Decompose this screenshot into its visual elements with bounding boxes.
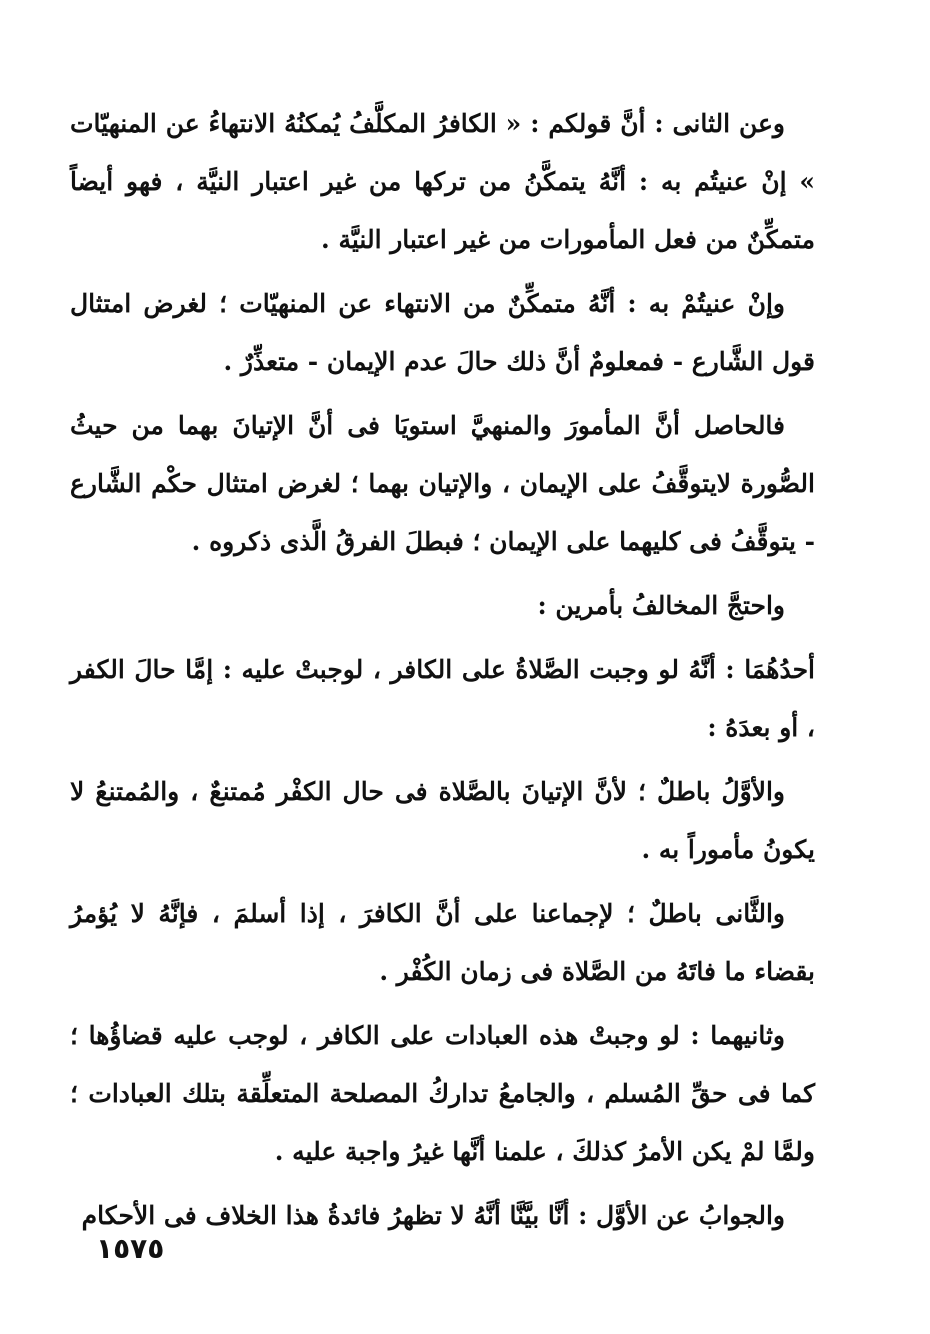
paragraph-6: والأوَّلُ باطلٌ ؛ لأنَّ الإتيانَ بالصَّلاة فى حال الكفْر مُمتنعٌ ، والمُمتنعُ لا يكونُ مأموراً به . [70, 777, 815, 864]
paragraph-3: فالحاصل أنَّ المأمورَ والمنهيَّ استويَا فى أنَّ الإتيانَ بهما من حيثُ الصُّورة لايتوقَّفُ على الإيمان ، والإتيان بهما ؛ لغرض امتثال حكْم الشَّارع - يتوقَّفُ فى كليهما على الإيمان ؛ فبطلَ الفرقُ الَّذى ذكروه . [70, 411, 815, 556]
paragraph-1: وعن الثانى : أنَّ قولكم : « الكافرُ المكلَّفُ يُمكنُهُ الانتهاءُ عن المنهيّات » إنْ عنيتُم به : أنَّهُ يتمكَّنُ من تركها من غير اعتبار النيَّة ، فهو أيضاً متمكِّنٌ من فعل المأمورات من غير اعتبار النيَّة . [70, 109, 815, 254]
page-number: ١٥٧٥ [96, 1232, 165, 1265]
paragraph-5: أحدُهُمَا : أنَّهُ لو وجبت الصَّلاةُ على الكافر ، لوجبتْ عليه : إمَّا حالَ الكفر ، أو بعدَهُ : [70, 655, 815, 742]
page-body [70, 95, 815, 1251]
paragraph-8: وثانيهما : لو وجبتْ هذه العبادات على الكافر ، لوجب عليه قضاؤُها ؛ كما فى حقِّ المُسلم ، والجامعُ تداركُ المصلحة المتعلِّقة بتلك العبادات ؛ ولمَّا لمْ يكن الأمرُ كذلكَ ، علمنا أنَّها غيرُ واجبة عليه . [70, 1021, 815, 1166]
paragraph-2: وإنْ عنيتُمْ به : أنَّهُ متمكِّنٌ من الانتهاء عن المنهيّات ؛ لغرض امتثال قول الشَّارع - فمعلومٌ أنَّ ذلك حالَ عدم الإيمان - متعذِّرٌ . [70, 289, 815, 376]
paragraph-7: والثَّانى باطلٌ ؛ لإجماعنا على أنَّ الكافرَ ، إذا أسلمَ ، فإنَّهُ لا يُؤمرُ بقضاء ما فاتَهُ من الصَّلاة فى زمان الكُفْر . [70, 899, 815, 986]
paragraph-9: والجوابُ عن الأوَّل : أنَّا بيَّنَّا أنَّهُ لا تظهرُ فائدةُ هذا الخلاف فى الأحكام [81, 1201, 785, 1230]
paragraph-4: واحتجَّ المخالفُ بأمرين : [537, 591, 785, 620]
